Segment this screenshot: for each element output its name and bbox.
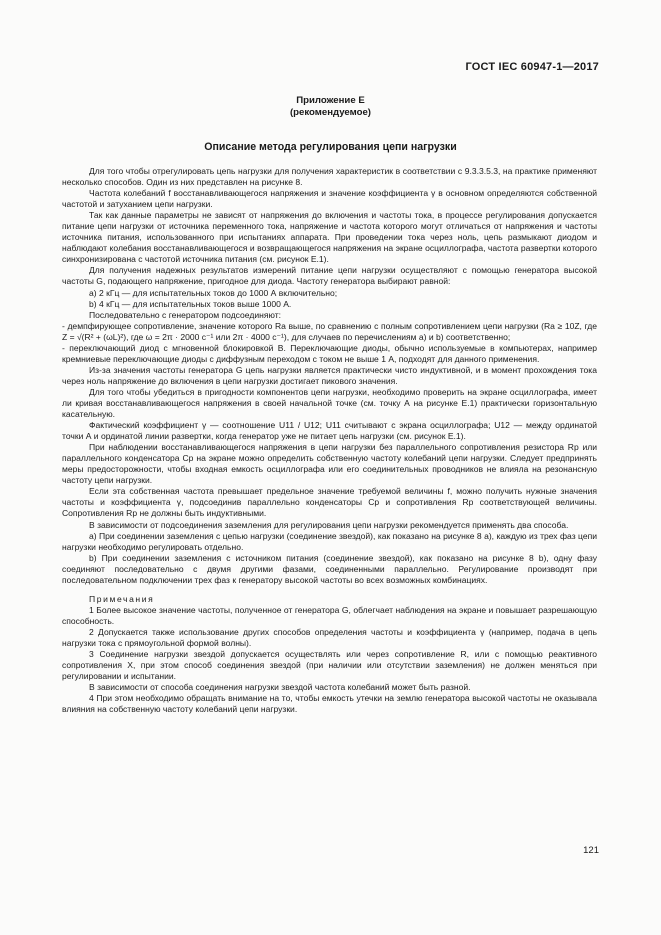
paragraph: Для того чтобы убедиться в пригодности компонентов цепи нагрузки, необходимо проверить на экране осциллографа, имеет ли кривая восстанавливающегося напряжения в своей начальной точке (см. точку А на рисунке Е.1) практически горизонтальную касательную. xyxy=(62,386,597,420)
paragraph: Последовательно с генератором подсоединяют: xyxy=(89,309,281,320)
section-title: Описание метода регулирования цепи нагрузки xyxy=(204,141,457,153)
paragraph: Для того чтобы отрегулировать цепь нагрузки для получения характеристик в соответствии с 9.3.3.5.3, на практике применяют несколько способов. Один из них представлен на рисунке 8. xyxy=(62,166,597,188)
paragraph: Частота колебаний f восстанавливающегося напряжения и значение коэффициента γ в основном определяются собственной частотой и затуханием цепи нагрузки. xyxy=(62,188,597,210)
list-item: a) 2 кГц — для испытательных токов до 1000 А включительно; xyxy=(89,287,338,298)
notes-heading: Примечания xyxy=(89,593,155,604)
list-item: а) При соединении заземления с цепью нагрузки (соединение звездой), как показано на рисунке 8 а), каждую из трех фаз цепи нагрузки необходимо регулировать отдельно. xyxy=(62,530,597,552)
paragraph: Для получения надежных результатов измерений питание цепи нагрузки осуществляют с помощью генератора высокой частоты G, подающего напряжение, пригодное для диода. Частоту генератора выбирают равной: xyxy=(62,265,597,287)
standard-designation: ГОСТ IEC 60947-1—2017 xyxy=(465,61,599,73)
note-item: 2 Допускается также использование других способов определения частоты и коэффициента γ (например, подача в цепь нагрузки тока с прямоугольной формой волны). xyxy=(62,626,597,648)
document-body xyxy=(62,166,597,715)
list-item: - переключающий диод с мгновенной блокировкой В. Переключающие диоды, обычно используемые в компьютерах, например кремниевые переключающие диоды с диффузным переходом с током не выше 1 А, подходят для данного применения. xyxy=(62,342,597,364)
list-item: - демпфирующее сопротивление, значение которого Ra выше, по сравнению с полным сопротивлением цепи нагрузки (Ra ≥ 10Z, где Z = √(R² + (ωL)²), где ω = 2π · 2000 c⁻¹ или 2π · 4000 c⁻¹), для случаев по перечислениям а) и b) соответственно; xyxy=(62,320,597,342)
annex-name: Приложение Е xyxy=(296,95,365,106)
paragraph: Из-за значения частоты генератора G цепь нагрузки является практически чисто индуктивной, и в момент прохождения тока через ноль напряжение до включения в цепи нагрузки достигает пикового значения. xyxy=(62,364,597,386)
note-item: 1 Более высокое значение частоты, полученное от генератора G, облегчает наблюдения на экране и повышает разрешающую способность. xyxy=(62,604,597,626)
paragraph: В зависимости от подсоединения заземления для регулирования цепи нагрузки рекомендуется применять два способа. xyxy=(89,519,569,530)
annex-heading xyxy=(0,95,661,119)
list-item: b) При соединении заземления с источником питания (соединение звездой), как показано на рисунке 8 b), одну фазу соединяют последовательно с двумя другими фазами, соединенными параллельно. Регулирование производят при последовательном подключении трех фаз к генератору высокой частоты во всех возможных комбинациях. xyxy=(62,552,597,585)
list-item: b) 4 кГц — для испытательных токов выше 1000 А. xyxy=(89,298,292,309)
page-number: 121 xyxy=(583,845,599,856)
paragraph: При наблюдении восстанавливающегося напряжения в цепи нагрузки без параллельного сопротивления резистора Rp или параллельного конденсатора Cp на экране можно определить собственную частоту колебаний цепи нагрузки. Следует предпринять меры предосторожности, чтобы входная емкость осциллографа или его соединительных проводников не влияла на резонансную частоту цепи нагрузки. xyxy=(62,442,597,486)
note-item: 4 При этом необходимо обращать внимание на то, чтобы емкость утечки на землю генератора высокой частоты не оказывала влияния на собственную частоту колебаний цепи нагрузки. xyxy=(62,693,597,715)
note-item: В зависимости от способа соединения нагрузки звездой частота колебаний может быть разной. xyxy=(89,682,471,693)
note-item: 3 Соединение нагрузки звездой допускается осуществлять или через сопротивление R, или с помощью реактивного сопротивления X, при этом способ соединения звездой (при наличии или отсутствии заземления) не должен меняться при регулировании и испытании. xyxy=(62,649,597,682)
paragraph: Так как данные параметры не зависят от напряжения до включения и частоты тока, в процессе регулирования допускается питание цепи нагрузки от источника переменного тока, напряжение и частота которого могут отличаться от напряжения и частоты источника питания, использованного при испытаниях аппарата. При проведении тока через ноль, цепь размыкают диодом и наблюдают колебания восстанавливающегося и возвращающегося напряжения на экране осциллографа, частота развертки которого синхронизирована с частотой источника питания (см. рисунок Е.1). xyxy=(62,210,597,265)
annex-status: (рекомендуемое) xyxy=(289,107,371,118)
paragraph: Фактический коэффициент γ — соотношение U11 / U12; U11 считывают с экрана осциллографа; U12 — между ординатой точки А и ординатой линии развертки, когда генератор уже не питает цепь нагрузки (см. рисунок Е.1). xyxy=(62,420,597,442)
paragraph: Если эта собственная частота превышает предельное значение требуемой величины f, можно получить нужные значения частоты и коэффициента γ, подсоединив параллельно конденсаторы Cp и сопротивления Rp соответствующей величины. Сопротивления Rp не должны быть индуктивными. xyxy=(62,486,597,519)
